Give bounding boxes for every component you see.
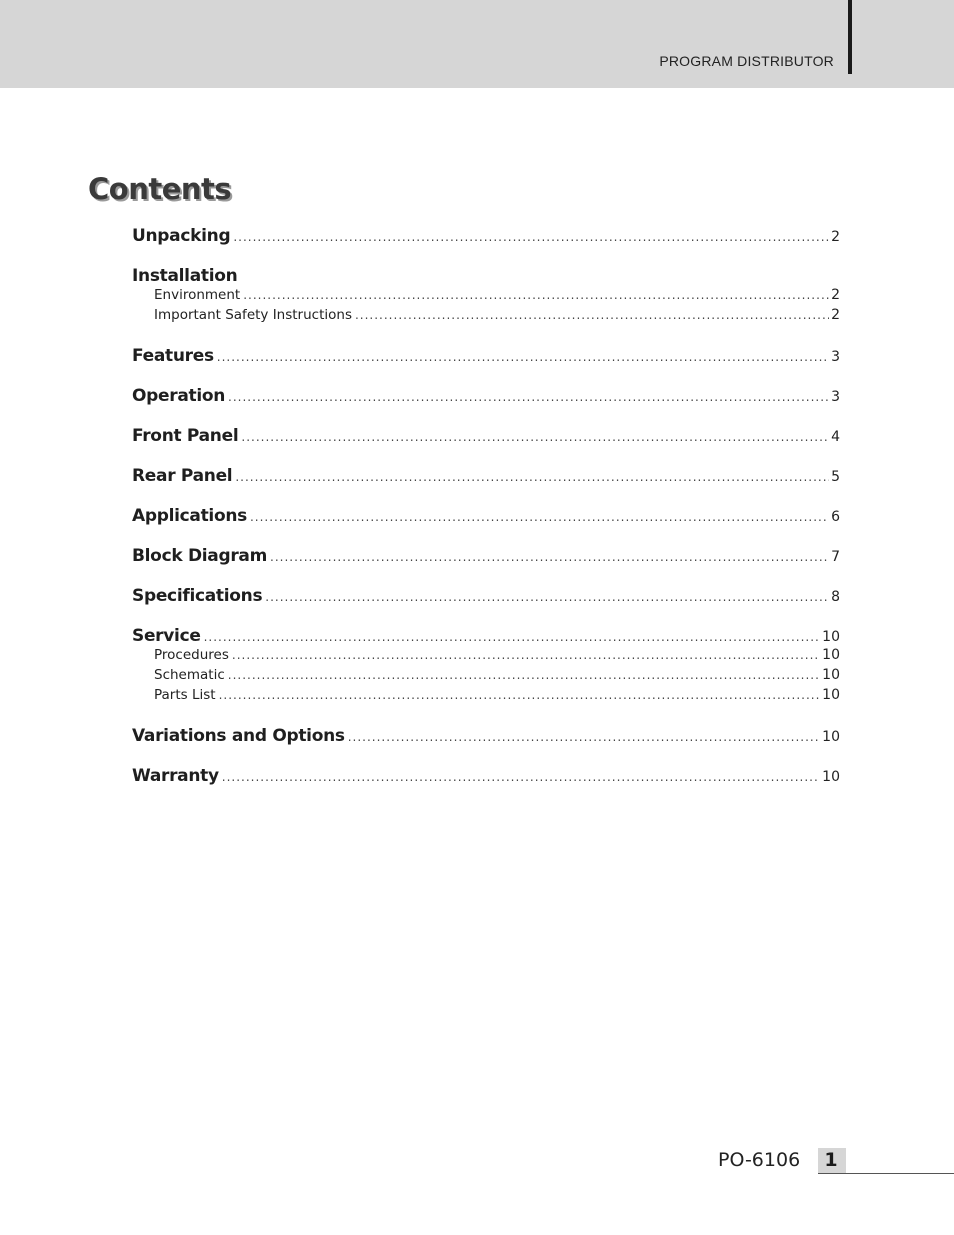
dot-leader	[222, 770, 820, 784]
toc-entry[interactable]	[132, 766, 840, 787]
dot-leader	[235, 470, 829, 484]
toc-entry[interactable]	[132, 426, 840, 447]
toc-subentry-label: Procedures	[154, 647, 229, 663]
dot-leader	[250, 510, 829, 524]
toc-page-number: 3	[831, 349, 840, 365]
dot-leader	[233, 230, 829, 244]
footer-divider	[818, 1173, 954, 1174]
toc-page-number: 8	[831, 589, 840, 605]
dot-leader	[228, 390, 829, 404]
toc-entry-label: Features	[132, 346, 214, 366]
page-title: Contents	[88, 172, 232, 206]
dot-leader	[228, 668, 820, 682]
toc-page-number: 2	[831, 287, 840, 303]
toc-group	[132, 726, 840, 747]
toc-subentry[interactable]	[132, 287, 840, 307]
toc-entry-label: Warranty	[132, 766, 219, 786]
dot-leader	[348, 730, 820, 744]
toc-subentry[interactable]	[132, 647, 840, 667]
toc-page-number: 4	[831, 429, 840, 445]
toc-subentry-label: Parts List	[154, 687, 216, 703]
toc-entry-label: Rear Panel	[132, 466, 233, 486]
toc-entry[interactable]	[132, 226, 840, 247]
toc-subentry-label: Schematic	[154, 667, 225, 683]
toc-entry-label: Variations and Options	[132, 726, 345, 746]
toc-entry-label: Specifications	[132, 586, 263, 606]
toc-entry[interactable]	[132, 266, 840, 287]
toc-group	[132, 766, 840, 787]
toc-entry-label: Unpacking	[132, 226, 231, 246]
header-band	[0, 0, 954, 88]
dot-leader	[243, 288, 829, 302]
dot-leader	[241, 430, 829, 444]
toc-entry-label: Front Panel	[132, 426, 239, 446]
toc-entry-label: Applications	[132, 506, 247, 526]
toc-entry[interactable]	[132, 506, 840, 527]
dot-leader	[204, 630, 821, 644]
toc-entry-label: Installation	[132, 266, 238, 286]
header-title: PROGRAM DISTRIBUTOR	[659, 53, 834, 69]
footer-model-number: PO-6106	[718, 1149, 801, 1171]
toc-group	[132, 266, 840, 327]
toc-entry-label: Operation	[132, 386, 226, 406]
page-number-box	[818, 1148, 846, 1174]
toc-entry-label: Block Diagram	[132, 546, 268, 566]
dot-leader	[232, 648, 820, 662]
toc-entry[interactable]	[132, 726, 840, 747]
page-number: 1	[824, 1149, 838, 1171]
toc-page-number: 2	[831, 307, 840, 323]
toc-page-number: 7	[831, 549, 840, 565]
header-divider	[848, 0, 852, 74]
toc-entry[interactable]	[132, 626, 840, 647]
toc-page-number: 10	[822, 769, 840, 785]
toc-page-number: 3	[831, 389, 840, 405]
toc-group	[132, 386, 840, 407]
dot-leader	[265, 590, 829, 604]
toc-entry[interactable]	[132, 386, 840, 407]
toc-group	[132, 546, 840, 567]
dot-leader	[217, 350, 829, 364]
toc-subentry-label: Environment	[154, 287, 241, 303]
toc-page-number: 5	[831, 469, 840, 485]
toc-page-number: 10	[822, 729, 840, 745]
toc-entry[interactable]	[132, 586, 840, 607]
dot-leader	[355, 308, 829, 322]
toc-entry[interactable]	[132, 346, 840, 367]
table-of-contents	[132, 226, 840, 806]
toc-page-number: 2	[831, 229, 840, 245]
toc-page-number: 10	[822, 647, 840, 663]
toc-page-number: 10	[822, 629, 840, 645]
toc-group	[132, 626, 840, 707]
toc-page-number: 10	[822, 687, 840, 703]
toc-entry[interactable]	[132, 466, 840, 487]
toc-group	[132, 466, 840, 487]
toc-group	[132, 346, 840, 367]
toc-group	[132, 226, 840, 247]
toc-entry-label: Service	[132, 626, 201, 646]
toc-group	[132, 426, 840, 447]
toc-entry[interactable]	[132, 546, 840, 567]
toc-group	[132, 586, 840, 607]
dot-leader	[270, 550, 829, 564]
toc-subentry-label: Important Safety Instructions	[154, 307, 352, 323]
toc-group	[132, 506, 840, 527]
toc-page-number: 10	[822, 667, 840, 683]
dot-leader	[219, 688, 821, 702]
toc-subentry[interactable]	[132, 307, 840, 327]
toc-subentry[interactable]	[132, 687, 840, 707]
toc-page-number: 6	[831, 509, 840, 525]
toc-subentry[interactable]	[132, 667, 840, 687]
